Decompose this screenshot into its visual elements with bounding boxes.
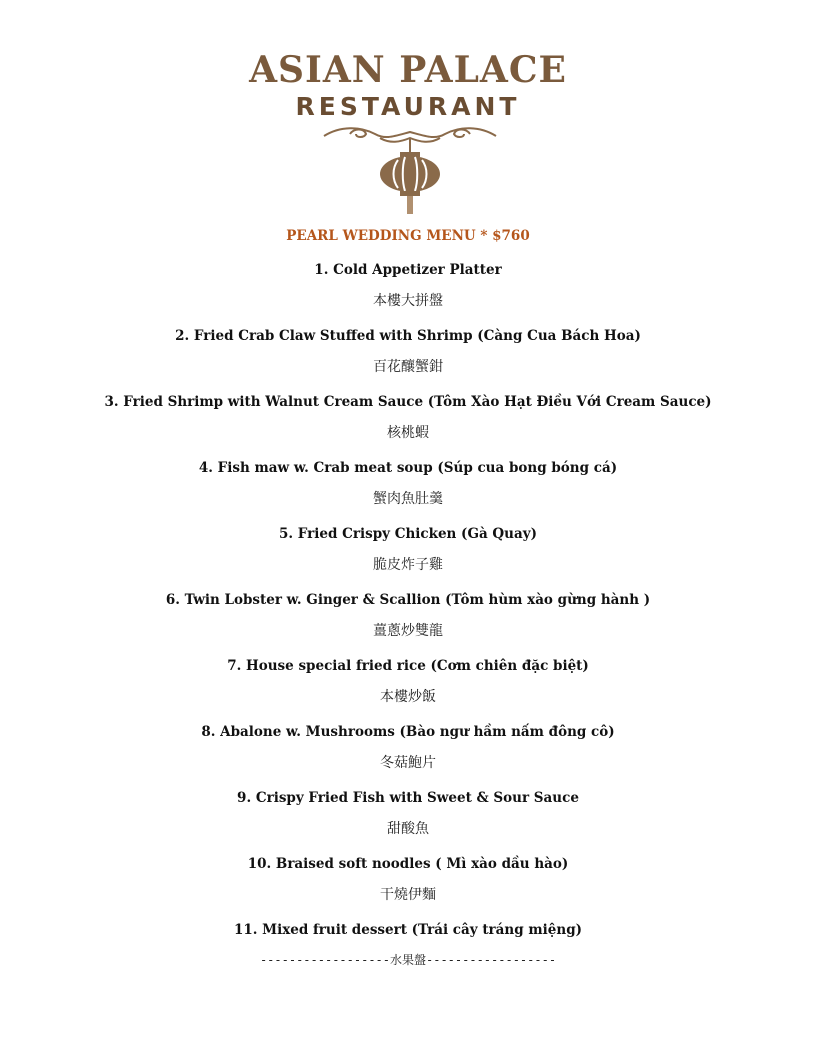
dish-name-chinese: 干燒伊麵	[380, 887, 436, 903]
dish-name-chinese: 百花釀蟹鉗	[373, 359, 443, 375]
list-item	[0, 854, 816, 920]
lantern-icon	[320, 124, 500, 216]
dish-name: 6. Twin Lobster w. Ginger & Scallion (Tôm hùm xào gừng hành )	[165, 592, 651, 608]
dish-name: 4. Fish maw w. Crab meat soup (Súp cua bong bóng cá)	[198, 460, 618, 476]
list-item	[0, 392, 816, 458]
restaurant-logo	[0, 50, 816, 122]
dish-name: 1. Cold Appetizer Platter	[314, 262, 502, 278]
dish-name-chinese: 本樓大拼盤	[373, 293, 443, 309]
dish-name: 2. Fried Crab Claw Stuffed with Shrimp (Càng Cua Bách Hoa)	[175, 328, 641, 344]
dish-name: 11. Mixed fruit dessert (Trái cây tráng miệng)	[233, 922, 583, 938]
dish-name-chinese: 核桃蝦	[387, 425, 429, 441]
dish-name-chinese: 本樓炒飯	[380, 689, 436, 705]
dish-name-chinese: 脆皮炸子雞	[373, 557, 443, 573]
list-item	[0, 656, 816, 722]
dish-name-chinese: 甜酸魚	[387, 821, 429, 837]
list-item	[0, 326, 816, 392]
list-item	[0, 260, 816, 326]
dish-name: 7. House special fried rice (Cơm chiên đặc biệt)	[227, 658, 589, 674]
list-item	[0, 722, 816, 788]
list-item	[0, 788, 816, 854]
list-item	[0, 590, 816, 656]
dish-name-chinese: ------------------水果盤------------------	[259, 953, 557, 967]
dish-name: 3. Fried Shrimp with Walnut Cream Sauce (Tôm Xào Hạt Điều Với Cream Sauce)	[104, 394, 712, 410]
list-item	[0, 458, 816, 524]
list-item	[0, 524, 816, 590]
dish-name-chinese: 冬菇鮑片	[380, 755, 436, 771]
restaurant-subtitle: RESTAURANT	[295, 92, 521, 121]
list-item	[0, 920, 816, 986]
dish-name-chinese: 薑蔥炒雙龍	[373, 623, 443, 639]
restaurant-name: ASIAN PALACE	[249, 49, 567, 91]
dish-name: 5. Fried Crispy Chicken (Gà Quay)	[279, 526, 537, 542]
dish-name: 9. Crispy Fried Fish with Sweet & Sour Sauce	[237, 790, 579, 806]
menu-title: PEARL WEDDING MENU * $760	[286, 228, 530, 244]
dish-name: 10. Braised soft noodles ( Mì xào dầu hào)	[247, 856, 569, 872]
menu-list	[0, 260, 816, 986]
dish-name-chinese: 蟹肉魚肚羹	[373, 491, 443, 507]
dish-name: 8. Abalone w. Mushrooms (Bào ngư hầm nấm đông cô)	[201, 724, 615, 740]
